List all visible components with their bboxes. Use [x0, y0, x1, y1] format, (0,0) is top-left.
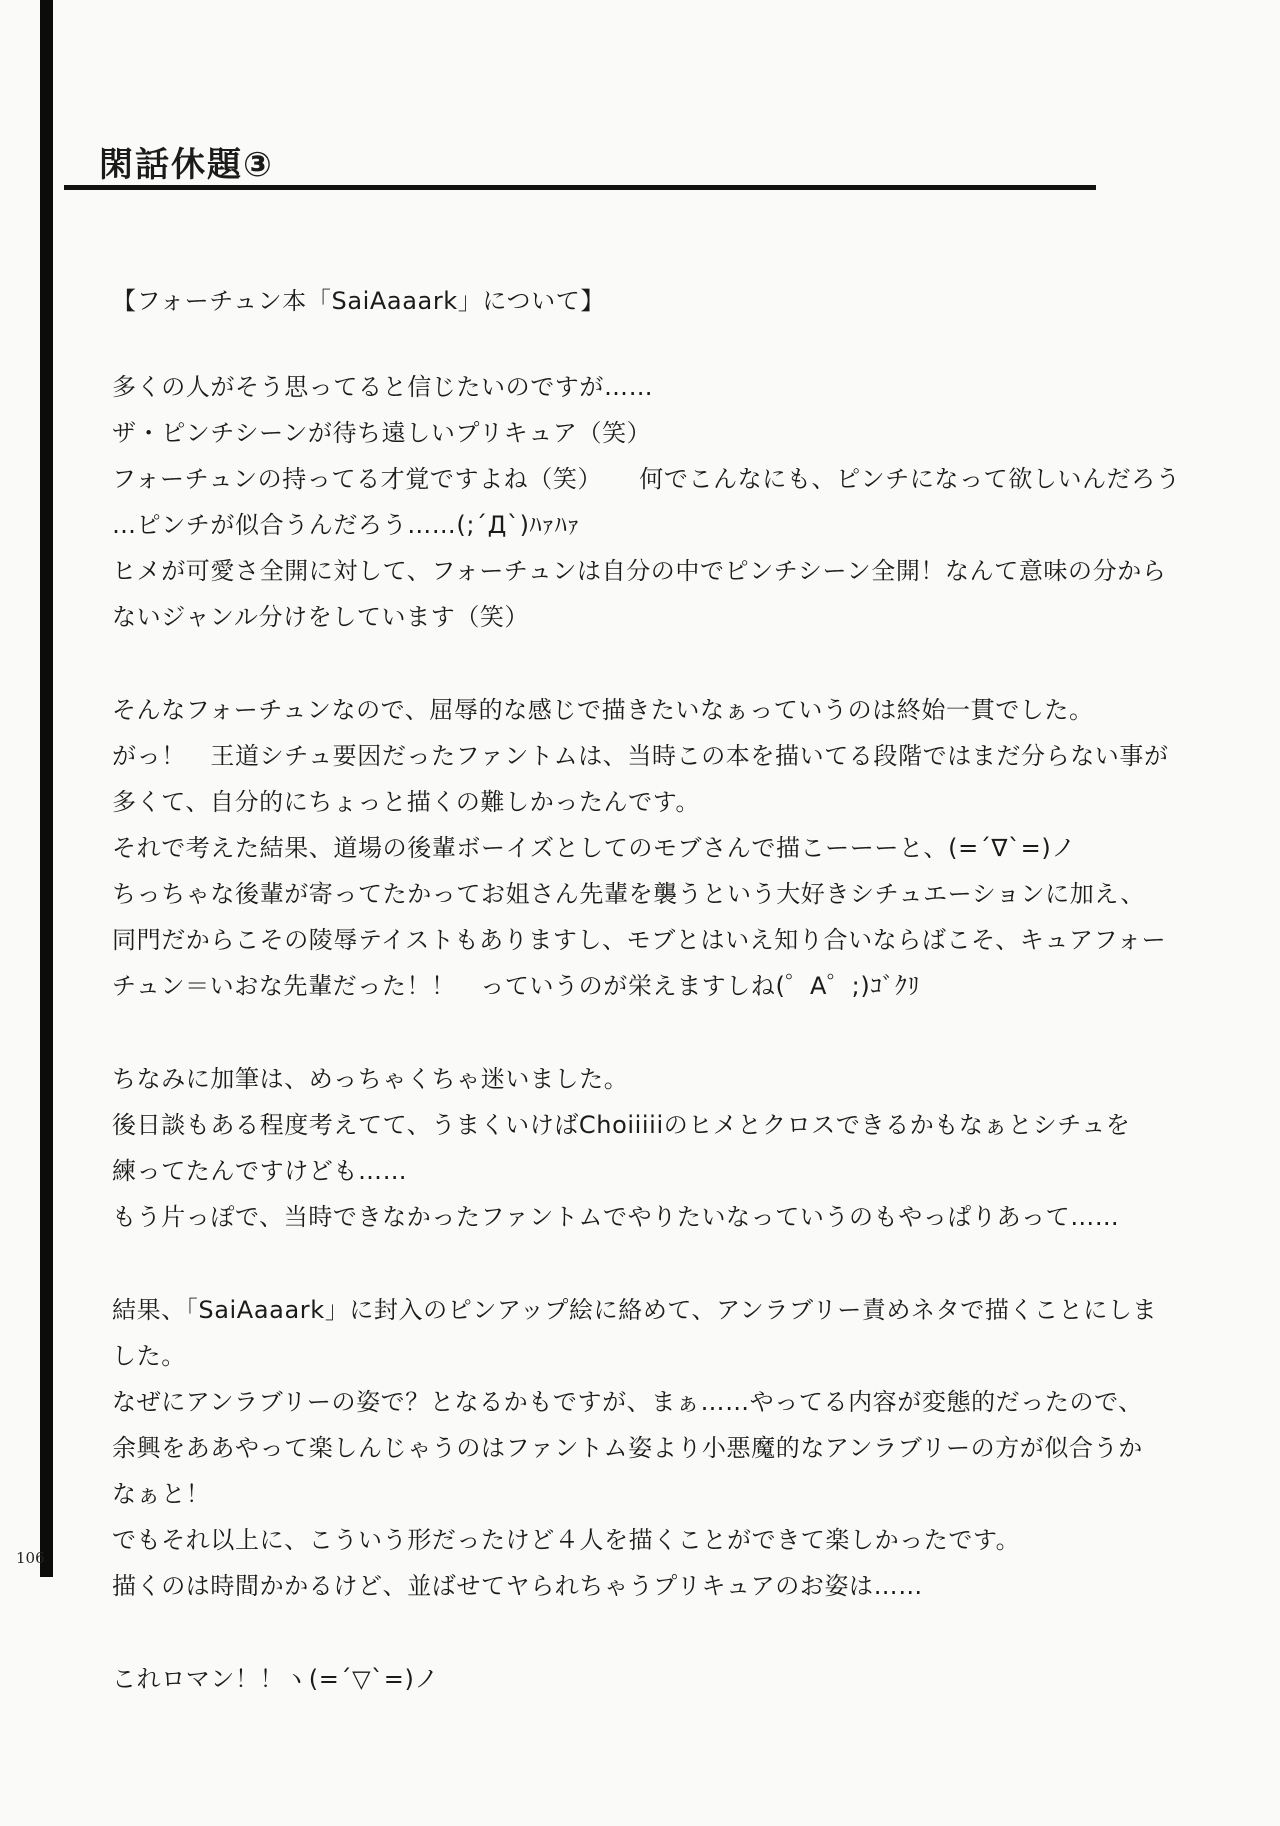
section-heading: 【フォーチュン本「SaiAaaark」について】	[112, 287, 605, 315]
text-line: チュン＝いおな先輩だった！！ っていうのが栄えますしね(゜A゜;)ｺﾞｸﾘ	[112, 972, 921, 1000]
title-divider-rule	[64, 185, 1096, 190]
text-line: フォーチュンの持ってる才覚ですよね（笑） 何でこんなにも、ピンチになって欲しいんだろう	[112, 465, 1181, 493]
text-line: 後日談もある程度考えてて、うまくいけばChoiiiiiのヒメとクロスできるかもなぁとシチュを	[112, 1111, 1131, 1139]
text-line: がっ！ 王道シチュ要因だったファントムは、当時この本を描いてる段階ではまだ分らない事が	[112, 742, 1169, 770]
paragraph	[112, 1056, 1187, 1240]
page-title: 閑話休題③	[99, 144, 274, 185]
text-line: 結果、「SaiAaaark」に封入のピンアップ絵に絡めて、アンラブリー責めネタで描くことにしま	[112, 1296, 1158, 1324]
text-line: なぜにアンラブリーの姿で？となるかもですが、まぁ……やってる内容が変態的だったので、	[112, 1388, 1143, 1416]
paragraph	[112, 364, 1187, 640]
text-line: 練ってたんですけども……	[112, 1157, 408, 1185]
text-line: これロマン！！ヽ(=´▽`=)ノ	[112, 1665, 440, 1693]
text-line: ちなみに加筆は、めっちゃくちゃ迷いました。	[112, 1065, 629, 1093]
text-line: でもそれ以上に、こういう形だったけど４人を描くことができて楽しかったです。	[112, 1526, 1021, 1554]
text-line: 同門だからこその陵辱テイストもありますし、モブとはいえ知り合いならばこそ、キュアフォー	[112, 926, 1167, 954]
paragraph-final	[112, 1656, 1187, 1702]
paragraph	[112, 1287, 1187, 1609]
page-edge-bar	[40, 0, 53, 1577]
text-line: もう片っぽで、当時できなかったファントムでやりたいなっていうのもやっぱりあって……	[112, 1203, 1120, 1231]
text-line: ザ・ピンチシーンが待ち遠しいプリキュア（笑）	[112, 419, 652, 447]
text-line: ないジャンル分けをしています（笑）	[112, 603, 530, 631]
text-line: それで考えた結果、道場の後輩ボーイズとしてのモブさんで描こーーーと、(=´∇`=)ノ	[112, 834, 1076, 862]
text-line: ちっちゃな後輩が寄ってたかってお姐さん先輩を襲うという大好きシチュエーションに加え、	[112, 880, 1145, 908]
text-line: 描くのは時間かかるけど、並ばせてヤられちゃうプリキュアのお姿は……	[112, 1572, 923, 1600]
text-line: した。	[112, 1342, 186, 1370]
text-line: 多くの人がそう思ってると信じたいのですが……	[112, 373, 654, 401]
text-line: ヒメが可愛さ全開に対して、フォーチュンは自分の中でピンチシーン全開！なんて意味の分から	[112, 557, 1167, 585]
paragraph	[112, 687, 1187, 1009]
text-line: なぁと！	[112, 1480, 211, 1508]
page-number: 106	[16, 1549, 45, 1567]
text-line: …ピンチが似合うんだろう……(;´Д`)ﾊｧﾊｧ	[112, 511, 580, 539]
text-line: 多くて、自分的にちょっと描くの難しかったんです。	[112, 788, 700, 816]
article-body	[112, 278, 1187, 1702]
text-line: 余興をああやって楽しんじゃうのはファントム姿より小悪魔的なアンラブリーの方が似合うか	[112, 1434, 1143, 1462]
text-line: そんなフォーチュンなので、屈辱的な感じで描きたいなぁっていうのは終始一貫でした。	[112, 696, 1094, 724]
